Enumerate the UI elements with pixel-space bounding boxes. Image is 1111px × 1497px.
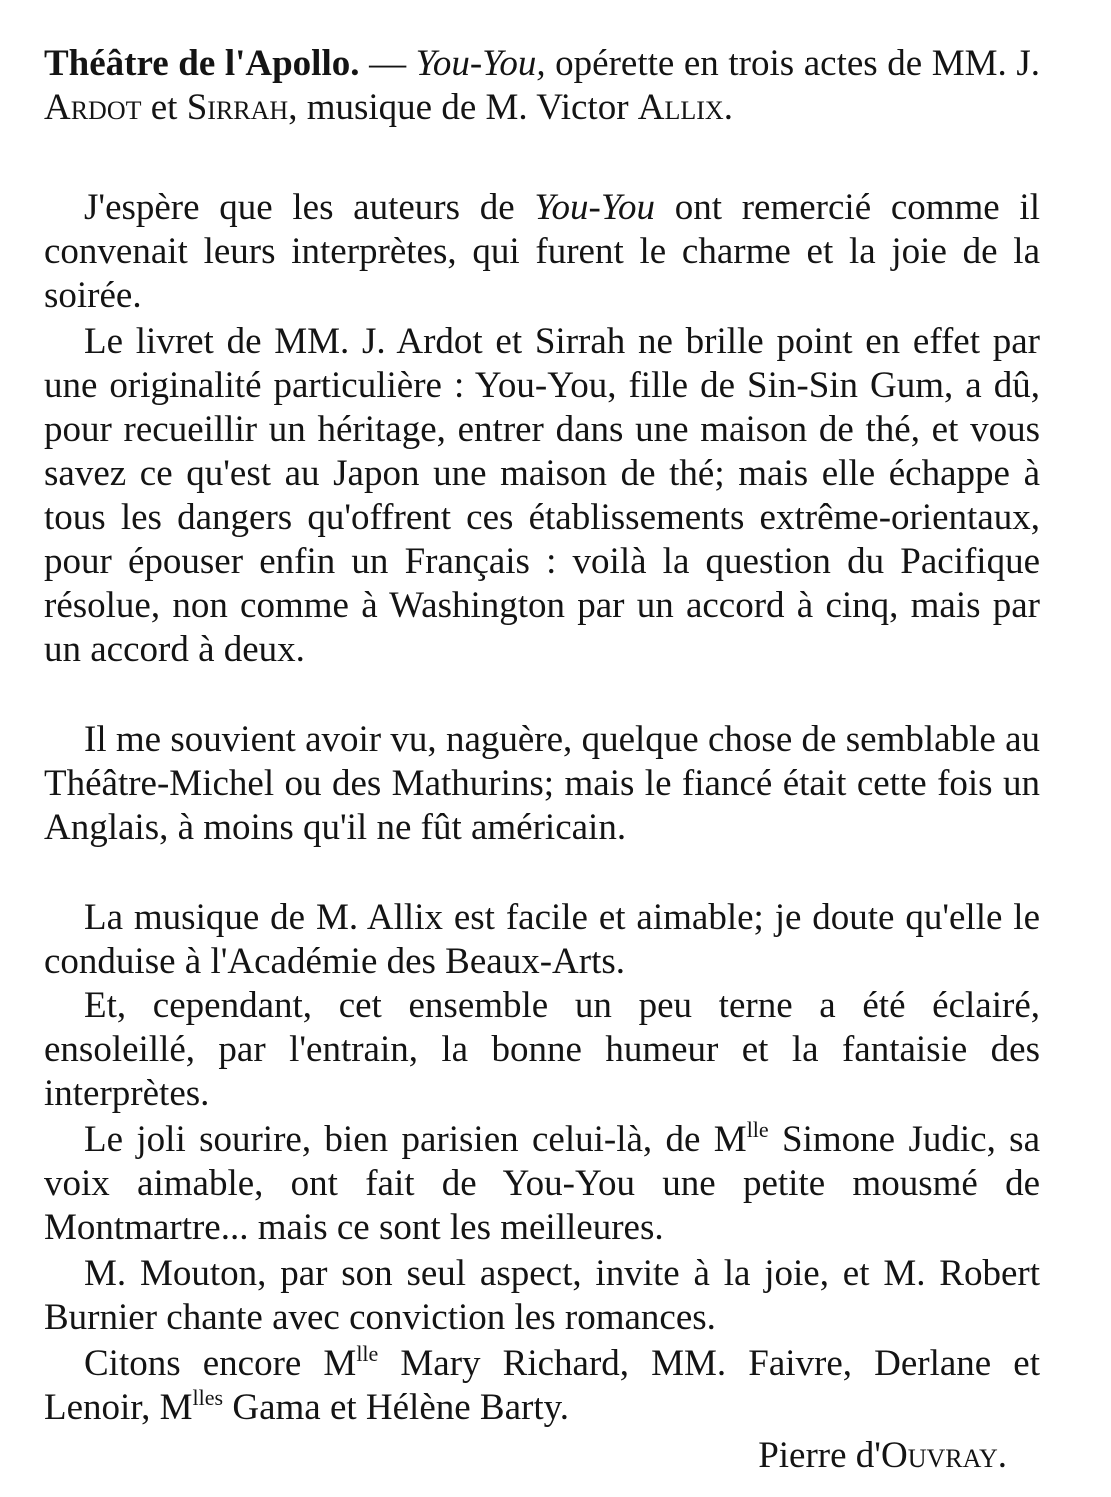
signature-last: Ouvray. — [880, 1435, 1007, 1476]
composer-name: Allix. — [637, 87, 733, 128]
heading-et: et — [141, 87, 187, 128]
paragraph-6-text-b: Simone Judic, sa voix aimable, ont fait de You-You une petite mousmé de Montmartre... mais ce sont les meilleures. — [44, 1119, 1040, 1248]
paragraph-1-text-b: ont remercié comme il convenait leurs interprètes, qui furent le charme et la joie de la soirée. — [44, 187, 1040, 316]
paragraph-6-superscript: lle — [746, 1117, 769, 1142]
heading-music: , musique de M. Victor — [288, 87, 638, 128]
paragraph-1 — [44, 186, 1040, 318]
paragraph-6-text-a: Le joli sourire, bien parisien celui-là, de M — [84, 1119, 747, 1160]
paragraph-5: Et, cependant, cet ensemble un peu terne a été éclairé, ensoleillé, par l'entrain, la bonne humeur et la fantaisie des interprètes. — [44, 985, 1040, 1114]
work-genre: opérette en trois actes de MM. J. — [545, 43, 1041, 84]
paragraph-8-text-b: Mary Richard, MM. Faivre, Derlane et Lenoir, M — [44, 1343, 1040, 1428]
work-title: You-You, — [415, 43, 546, 84]
author-ardot: Ardot — [44, 87, 142, 128]
paragraph-8 — [44, 1342, 1040, 1430]
signature-first: Pierre d' — [758, 1435, 881, 1476]
theatre-title: Théâtre de l'Apollo. — [44, 43, 360, 84]
paragraph-8-text-c: Gama et Hélène Barty. — [223, 1387, 569, 1428]
review-heading — [44, 42, 1040, 130]
heading-dash: — — [359, 43, 416, 84]
paragraph-2: Le livret de MM. J. Ardot et Sirrah ne brille point en effet par une originalité particulière : You-You, fille de Sin-Sin Gum, a dû, pour recueillir un héritage, entrer dans une maison de thé, et vous savez ce qu'est au Japon une maison de thé; mais elle échappe à tous les dangers qu'offrent ces établissements extrême-orientaux, pour épouser enfin un Français : voilà la question du Pacifique résolue, non comme à Washington par un accord à cinq, mais par un accord à deux. — [44, 321, 1040, 670]
paragraph-8-superscript-2: lles — [192, 1385, 224, 1410]
paragraph-6 — [44, 1118, 1040, 1250]
paragraph-3: Il me souvient avoir vu, naguère, quelque chose de semblable au Théâtre-Michel ou des Mathurins; mais le fiancé était cette fois un Anglais, à moins qu'il ne fût américain. — [44, 719, 1040, 848]
paragraph-4: La musique de M. Allix est facile et aimable; je doute qu'elle le conduise à l'Académie des Beaux-Arts. — [44, 897, 1040, 982]
paragraph-8-superscript-1: lle — [356, 1341, 379, 1366]
paragraph-7: M. Mouton, par son seul aspect, invite à la joie, et M. Robert Burnier chante avec conviction les romances. — [44, 1253, 1040, 1338]
author-signature — [758, 1434, 1007, 1478]
paragraph-1-work-title: You-You — [534, 187, 656, 228]
paragraph-8-text-a: Citons encore M — [84, 1343, 357, 1384]
paragraph-1-text-a: J'espère que les auteurs de — [84, 187, 535, 228]
author-sirrah: Sirrah — [186, 87, 289, 128]
